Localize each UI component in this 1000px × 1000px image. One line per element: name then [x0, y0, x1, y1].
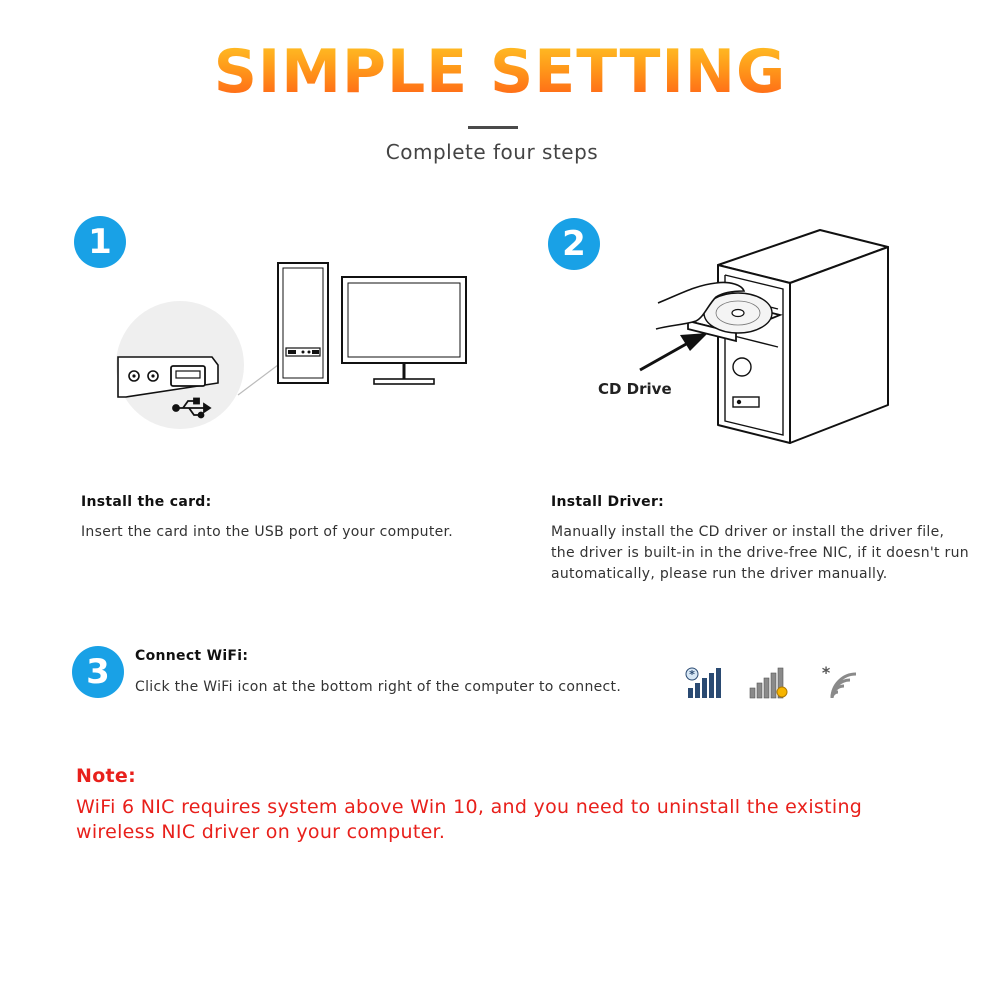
- step-2-heading: Install Driver:: [551, 494, 665, 510]
- note-body-line: wireless NIC driver on your computer.: [76, 821, 446, 843]
- note-heading: Note:: [76, 765, 137, 787]
- note-body: [76, 795, 936, 845]
- step-2-body-line: automatically, please run the driver manually.: [551, 566, 888, 582]
- cd-drive-label: CD Drive: [598, 380, 672, 398]
- cd-arrow-icon: [640, 333, 708, 370]
- desktop-monitor: [342, 277, 466, 384]
- step-3-body: Click the WiFi icon at the bottom right of the computer to connect.: [135, 679, 622, 695]
- cd-drive-illustration: [630, 225, 895, 450]
- step-1-body: Insert the card into the USB port of your computer.: [81, 524, 454, 540]
- step-2-body: [551, 522, 971, 585]
- note-body-line: WiFi 6 NIC requires system above Win 10, and you need to uninstall the existing: [76, 796, 863, 818]
- cd-tower: [718, 230, 888, 443]
- page-subtitle: Complete four steps: [385, 140, 599, 164]
- step-1-badge: 1: [74, 216, 126, 268]
- step-3-badge: 3: [72, 646, 124, 698]
- usb-port-illustration: [108, 255, 478, 435]
- wifi-connecting-icon: [748, 664, 792, 700]
- step-1-heading: Install the card:: [81, 494, 212, 510]
- svg-text:*: *: [689, 668, 695, 681]
- page-title: SIMPLE SETTING: [0, 30, 1000, 114]
- step-3-heading: Connect WiFi:: [135, 648, 249, 664]
- wifi-searching-icon: [684, 664, 724, 700]
- step-2-badge: 2: [548, 218, 600, 270]
- title-divider: [468, 126, 518, 129]
- step-2-body-line: the driver is built-in in the drive-free NIC, if it doesn't run: [551, 545, 969, 561]
- svg-text:*: *: [821, 663, 831, 682]
- wifi-no-connection-icon: [818, 662, 862, 700]
- step-2-body-line: Manually install the CD driver or install the driver file,: [551, 524, 945, 540]
- desktop-tower: [278, 263, 328, 383]
